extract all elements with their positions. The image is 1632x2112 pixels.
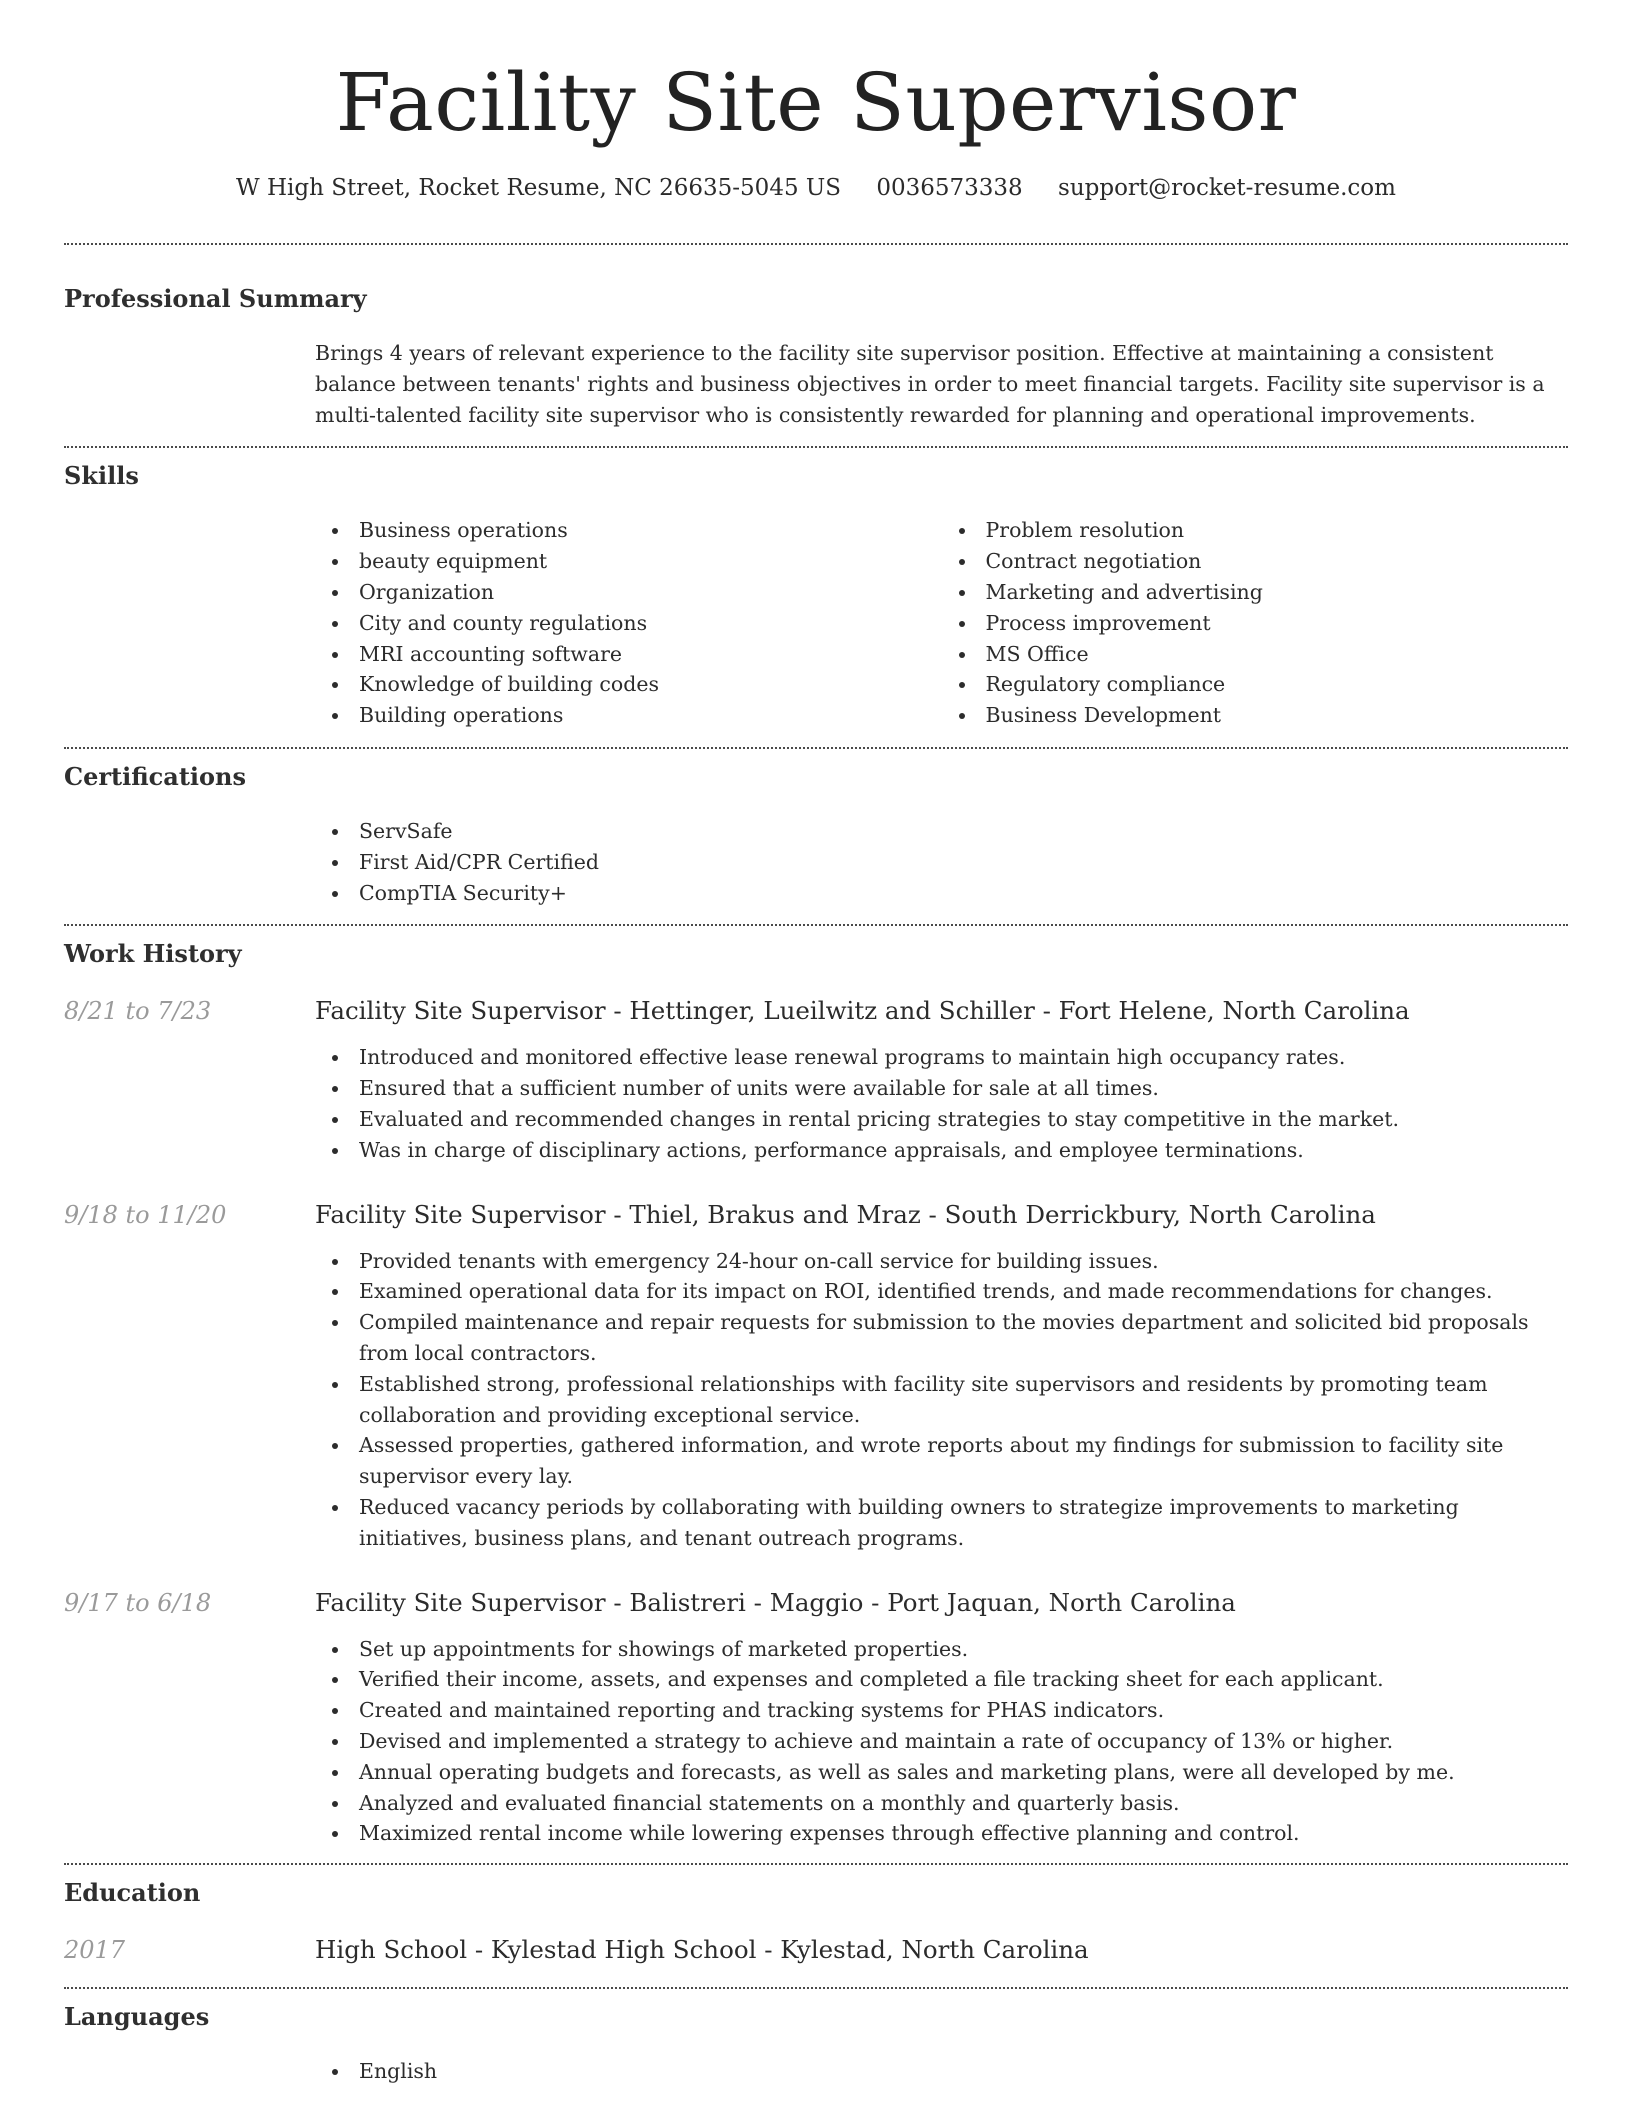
skill-item: Process improvement [986,608,1569,639]
job-dates: 8/21 to 7/23 [64,997,212,1026]
language-item: English [359,2056,1568,2087]
skill-item: Business operations [359,515,942,546]
skill-item: City and county regulations [359,608,942,639]
job-bullet: Analyzed and evaluated financial statements on a monthly and quarterly basis. [359,1788,1568,1819]
contact-address: W High Street, Rocket Resume, NC 26635-5045 US [236,175,842,201]
job-dates: 9/18 to 11/20 [64,1200,227,1229]
certification-item: First Aid/CPR Certified [359,847,1568,878]
skills-section [64,460,1568,731]
work-section [64,938,1568,1849]
divider [64,1863,1568,1865]
contact-email: support@rocket-resume.com [1058,175,1396,201]
skills-heading: Skills [64,461,139,491]
summary-heading: Professional Summary [64,284,367,313]
languages-section [64,2001,1568,2087]
certifications-heading: Certifications [64,761,247,791]
skills-list-right [942,515,1569,731]
skill-item: beauty equipment [359,546,942,577]
job-bullet: Set up appointments for showings of marketed properties. [359,1634,1568,1665]
education-year: 2017 [64,1936,126,1965]
skill-item: MS Office [986,639,1569,670]
skill-item: Business Development [986,700,1569,731]
work-heading: Work History [64,939,242,969]
skill-item: Knowledge of building codes [359,669,942,700]
contact-phone: 0036573338 [876,175,1023,201]
divider [64,747,1568,749]
job-bullet: Maximized rental income while lowering expenses through effective planning and control. [359,1818,1568,1849]
job-bullet: Devised and implemented a strategy to achieve and maintain a rate of occupancy of 13% or higher. [359,1726,1568,1757]
job-entry [64,994,1568,1165]
languages-heading: Languages [64,2002,210,2032]
job-bullet: Compiled maintenance and repair requests for submission to the movies department and solicited bid proposals from local contractors. [359,1307,1568,1369]
skills-list-left [315,515,942,731]
job-bullet: Ensured that a sufficient number of units were available for sale at all times. [359,1073,1568,1104]
job-bullet: Established strong, professional relationships with facility site supervisors and residents by promoting team collaboration and providing exceptional service. [359,1369,1568,1431]
skill-item: Organization [359,577,942,608]
skill-item: MRI accounting software [359,639,942,670]
summary-section [64,283,1568,430]
education-section [64,1877,1568,1967]
job-bullet: Assessed properties, gathered information, and wrote reports about my findings for submission to facility site supervisor every lay. [359,1430,1568,1492]
job-bullet: Created and maintained reporting and tracking systems for PHAS indicators. [359,1695,1568,1726]
resume-name: Facility Site Supervisor [335,56,1297,149]
divider [64,1987,1568,1989]
contact-line [64,172,1568,204]
education-entry [64,1933,1568,1967]
job-title: Facility Site Supervisor - Balistreri - Maggio - Port Jaquan, North Carolina [315,1587,1236,1617]
job-bullet: Evaluated and recommended changes in rental pricing strategies to stay competitive in the market. [359,1104,1568,1135]
job-bullets [315,1634,1568,1850]
job-entry [64,1198,1568,1554]
job-title: Facility Site Supervisor - Thiel, Brakus and Mraz - South Derrickbury, North Carolina [315,1199,1376,1229]
job-bullets [315,1042,1568,1165]
divider [64,243,1568,245]
skill-item: Contract negotiation [986,546,1569,577]
job-bullet: Was in charge of disciplinary actions, performance appraisals, and employee terminations. [359,1135,1568,1166]
job-bullet: Annual operating budgets and forecasts, as well as sales and marketing plans, were all developed by me. [359,1757,1568,1788]
skill-item: Marketing and advertising [986,577,1569,608]
job-bullet: Examined operational data for its impact on ROI, identified trends, and made recommendations for changes. [359,1276,1568,1307]
job-bullet: Verified their income, assets, and expenses and completed a file tracking sheet for each applicant. [359,1664,1568,1695]
certifications-list [315,816,1568,908]
job-bullet: Reduced vacancy periods by collaborating with building owners to strategize improvements to marketing initiatives, business plans, and tenant outreach programs. [359,1492,1568,1554]
resume-page [64,0,1568,2087]
certification-item: ServSafe [359,816,1568,847]
certifications-section [64,761,1568,908]
languages-list [315,2056,1568,2087]
divider [64,924,1568,926]
divider [64,446,1568,448]
skill-item: Regulatory compliance [986,669,1569,700]
summary-text: Brings 4 years of relevant experience to the facility site supervisor position. Effective at maintaining a consistent balance between tenants' rights and business objectives in order to meet financial targets. Facility site supervisor is a multi-talented facility site supervisor who is consistently rewarded for planning and operational improvements. [315,341,1545,427]
job-bullet: Provided tenants with emergency 24-hour on-call service for building issues. [359,1246,1568,1277]
job-title: Facility Site Supervisor - Hettinger, Lueilwitz and Schiller - Fort Helene, North Carolina [315,996,1410,1026]
education-heading: Education [64,1878,201,1908]
job-bullet: Introduced and monitored effective lease renewal programs to maintain high occupancy rates. [359,1042,1568,1073]
skill-item: Problem resolution [986,515,1569,546]
skill-item: Building operations [359,700,942,731]
education-title: High School - Kylestad High School - Kylestad, North Carolina [315,1935,1089,1965]
certification-item: CompTIA Security+ [359,878,1568,909]
job-bullets [315,1246,1568,1554]
job-entry [64,1586,1568,1850]
job-dates: 9/17 to 6/18 [64,1588,212,1617]
